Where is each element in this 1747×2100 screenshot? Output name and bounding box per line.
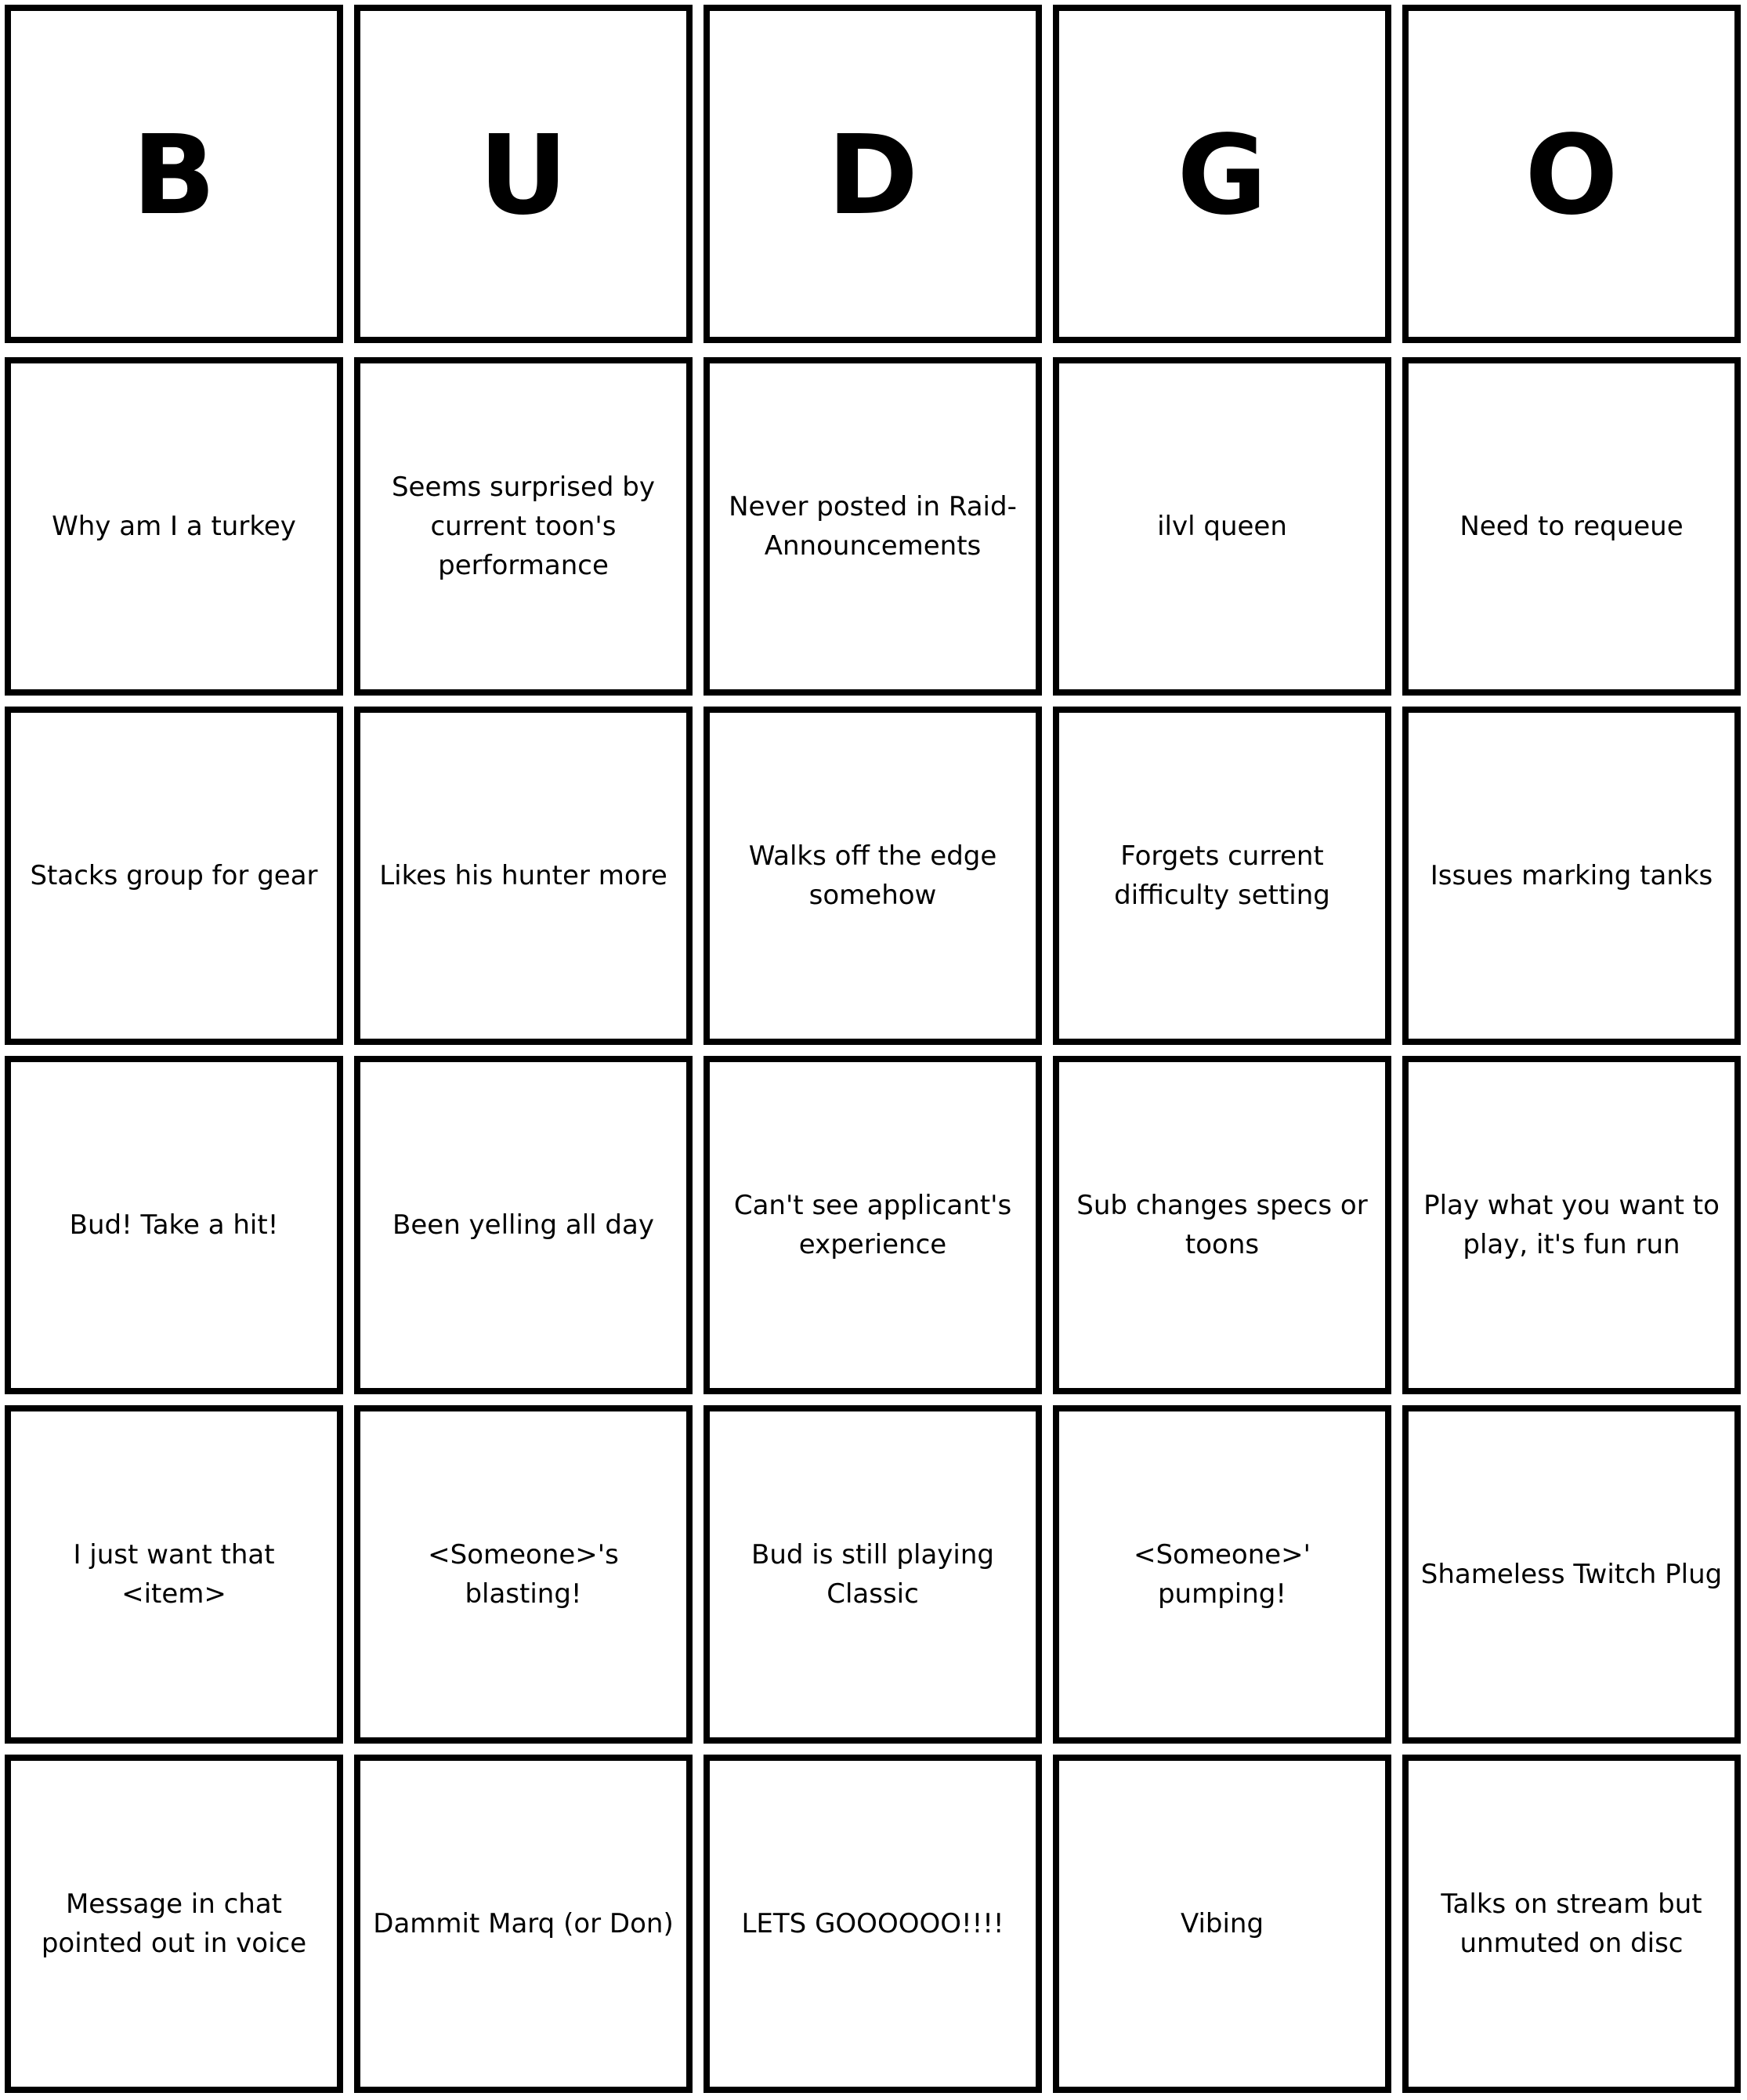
- header-letter: G: [1177, 112, 1268, 240]
- bingo-square[interactable]: [5, 1405, 343, 1744]
- header-letter: B: [132, 112, 216, 240]
- header-cell-u: [354, 5, 693, 343]
- square-text: Forgets current difficulty setting: [1114, 840, 1330, 911]
- square-text: Stacks group for gear: [30, 860, 318, 891]
- square-text: Bud! Take a hit!: [69, 1209, 279, 1241]
- square-text: LETS GOOOOOO!!!!: [741, 1908, 1004, 1939]
- bingo-square[interactable]: [354, 1056, 693, 1394]
- square-text: Play what you want to play, it's fun run: [1423, 1190, 1720, 1260]
- square-text: Dammit Marq (or Don): [373, 1908, 674, 1939]
- header-cell-b: [5, 5, 343, 343]
- header-letter: O: [1525, 112, 1619, 240]
- square-text: Shameless Twitch Plug: [1420, 1559, 1723, 1590]
- square-text: Can't see applicant's experience: [733, 1190, 1012, 1260]
- square-text: Likes his hunter more: [379, 860, 667, 891]
- square-text: ilvl queen: [1157, 511, 1287, 542]
- square-text: Need to requeue: [1459, 511, 1684, 542]
- square-text: Walks off the edge somehow: [748, 840, 997, 911]
- square-text: Bud is still playing Classic: [751, 1539, 994, 1610]
- square-text: Issues marking tanks: [1430, 860, 1713, 891]
- bingo-square[interactable]: [1402, 1056, 1741, 1394]
- bingo-square[interactable]: [1053, 1056, 1391, 1394]
- square-text: Message in chat pointed out in voice: [41, 1889, 307, 1959]
- header-cell-o: [1402, 5, 1741, 343]
- bingo-square[interactable]: [5, 1755, 343, 2093]
- bingo-square[interactable]: [354, 1755, 693, 2093]
- square-text: Vibing: [1180, 1908, 1264, 1939]
- bingo-square[interactable]: [1053, 1405, 1391, 1744]
- header-cell-g: [1053, 5, 1391, 343]
- bingo-square[interactable]: [1053, 1755, 1391, 2093]
- bingo-square[interactable]: [1402, 1405, 1741, 1744]
- square-text: <Someone>' pumping!: [1133, 1539, 1311, 1610]
- square-text: Never posted in Raid-Announcements: [729, 491, 1017, 562]
- square-text: Why am I a turkey: [52, 511, 296, 542]
- square-text: Talks on stream but unmuted on disc: [1441, 1889, 1702, 1959]
- bingo-square[interactable]: [704, 1405, 1042, 1744]
- bingo-square[interactable]: [704, 357, 1042, 696]
- bingo-square[interactable]: [5, 707, 343, 1045]
- bingo-square[interactable]: [704, 1056, 1042, 1394]
- bingo-square[interactable]: [704, 707, 1042, 1045]
- bingo-square[interactable]: [1402, 357, 1741, 696]
- bingo-square[interactable]: [1402, 1755, 1741, 2093]
- bingo-square[interactable]: [354, 1405, 693, 1744]
- square-text: <Someone>'s blasting!: [428, 1539, 619, 1610]
- header-letter: U: [479, 112, 568, 240]
- bingo-square[interactable]: [1053, 707, 1391, 1045]
- bingo-square[interactable]: [5, 1056, 343, 1394]
- bingo-square[interactable]: [1053, 357, 1391, 696]
- bingo-square[interactable]: [354, 357, 693, 696]
- header-letter: D: [826, 112, 919, 240]
- bingo-square[interactable]: [354, 707, 693, 1045]
- bingo-square[interactable]: [5, 357, 343, 696]
- bingo-square[interactable]: [704, 1755, 1042, 2093]
- square-text: Sub changes specs or toons: [1076, 1190, 1368, 1260]
- square-text: Seems surprised by current toon's performance: [391, 472, 656, 581]
- header-cell-d: [704, 5, 1042, 343]
- square-text: Been yelling all day: [392, 1209, 654, 1241]
- bingo-square[interactable]: [1402, 707, 1741, 1045]
- square-text: I just want that <item>: [73, 1539, 275, 1610]
